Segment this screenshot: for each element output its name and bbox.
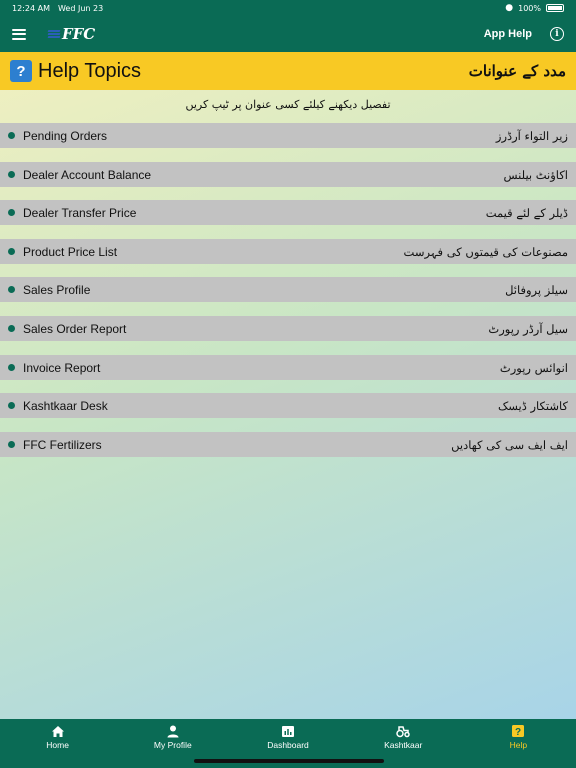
status-bar	[0, 0, 576, 16]
topic-label: FFC Fertilizers	[23, 437, 102, 452]
battery-icon	[546, 4, 564, 12]
bullet-icon	[8, 248, 15, 255]
bullet-icon	[8, 441, 15, 448]
topic-sales-order-report[interactable]	[0, 316, 576, 341]
topic-label: Dealer Transfer Price	[23, 205, 137, 220]
menu-icon[interactable]	[12, 29, 26, 40]
status-date: Wed Jun 23	[57, 3, 104, 13]
bullet-icon	[8, 402, 15, 409]
wifi-icon: ●	[505, 3, 514, 13]
tab-help[interactable]	[461, 719, 576, 768]
home-indicator[interactable]	[194, 759, 384, 763]
topic-label: Sales Profile	[23, 282, 91, 297]
bullet-icon	[8, 209, 15, 216]
person-icon	[166, 725, 180, 738]
tab-label: Dashboard	[267, 740, 309, 750]
status-time: 12:24 AM	[12, 3, 50, 13]
tab-label: Home	[46, 740, 69, 750]
topic-label-urdu: اکاؤنٹ بیلنس	[503, 167, 568, 182]
topic-label-urdu: انوائس رپورٹ	[499, 360, 568, 375]
topic-label-urdu: زیر التواء آرڈرز	[495, 128, 568, 143]
ffc-logo	[48, 25, 95, 43]
topic-label-urdu: سیل آرڈر رپورٹ	[488, 321, 568, 336]
topic-label: Sales Order Report	[23, 321, 127, 336]
topic-ffc-fertilizers[interactable]	[0, 432, 576, 457]
tab-label: My Profile	[153, 740, 192, 750]
topic-invoice-report[interactable]	[0, 355, 576, 380]
svg-text:?: ?	[515, 727, 522, 738]
topic-dealer-transfer-price[interactable]	[0, 200, 576, 225]
chart-icon	[281, 725, 295, 738]
help-icon	[511, 725, 525, 738]
topic-label-urdu: مصنوعات کی قیمتوں کی فہرست	[403, 244, 568, 259]
topic-label: Pending Orders	[23, 128, 108, 143]
topic-dealer-account-balance[interactable]	[0, 162, 576, 187]
question-icon: ?	[10, 60, 32, 82]
tap-hint: تفصیل دیکھنے کیلئے کسی عنوان پر ٹیپ کریں	[185, 97, 391, 111]
bullet-icon	[8, 364, 15, 371]
topic-label-urdu: کاشتکار ڈیسک	[497, 398, 568, 413]
topic-label: Invoice Report	[23, 360, 101, 375]
info-icon[interactable]: i	[550, 27, 564, 41]
topic-label: Kashtkaar Desk	[23, 398, 108, 413]
bullet-icon	[8, 132, 15, 139]
tab-label: Help	[509, 740, 528, 750]
bullet-icon	[8, 325, 15, 332]
help-topics-screen	[0, 52, 576, 719]
tab-home[interactable]	[0, 719, 115, 768]
bullet-icon	[8, 286, 15, 293]
topic-label: Product Price List	[23, 244, 118, 259]
topic-label-urdu: سیلز پروفائل	[505, 282, 568, 297]
app-bar	[0, 16, 576, 52]
topic-product-price-list[interactable]	[0, 239, 576, 264]
header-banner	[0, 52, 576, 90]
topic-sales-profile[interactable]	[0, 277, 576, 302]
home-icon	[51, 725, 65, 738]
topic-label-urdu: ڈیلر کے لئے قیمت	[485, 205, 568, 220]
bullet-icon	[8, 171, 15, 178]
tab-label: Kashtkaar	[384, 740, 423, 750]
topic-label: Dealer Account Balance	[23, 167, 152, 182]
page-title-urdu: مدد کے عنوانات	[468, 62, 566, 80]
battery-percent: 100%	[518, 3, 541, 13]
page-title: Help Topics	[38, 59, 142, 82]
status-right	[505, 3, 564, 13]
topic-pending-orders[interactable]	[0, 123, 576, 148]
logo-stripes-icon	[48, 30, 60, 38]
app-help-button[interactable]: App Help	[483, 28, 532, 40]
topic-kashtkaar-desk[interactable]	[0, 393, 576, 418]
logo-text: FFC	[62, 25, 96, 43]
tractor-icon	[396, 725, 410, 738]
topic-label-urdu: ایف ایف سی کی کھادیں	[451, 437, 568, 452]
